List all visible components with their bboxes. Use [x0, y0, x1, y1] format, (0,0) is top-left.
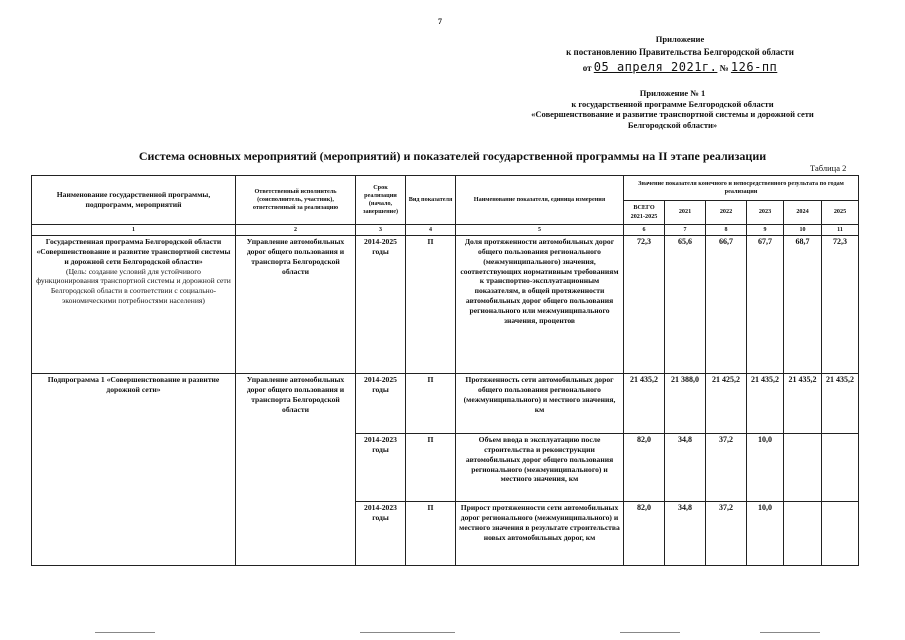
header-responsible: Ответственный исполнитель (соисполнитель, участник), ответственный за реализацию	[236, 176, 356, 225]
value-2023: 67,7	[747, 236, 784, 374]
value-2023: 10,0	[747, 434, 784, 502]
page-number: 7	[438, 17, 442, 26]
table-label: Таблица 2	[810, 163, 847, 173]
header-values-group: Значение показателя конечного и непосредственного результата по годам реализации	[624, 176, 859, 201]
value-2025	[822, 434, 859, 502]
value-total: 82,0	[624, 434, 665, 502]
appendix-program-region: Белгородской области»	[627, 119, 718, 130]
type-cell: П	[406, 502, 456, 566]
appendix-program-name: «Совершенствование и развитие транспортной системы и дорожной сети	[531, 109, 814, 120]
col-number: 7	[665, 225, 706, 236]
col-number: 4	[406, 225, 456, 236]
program-indicators-table	[31, 175, 859, 566]
indicator-cell: Объем ввода в эксплуатацию после строительства и реконструкции автомобильных дорог общего пользования регионального (межмуниципального) и местного значения, км	[456, 434, 624, 502]
value-2021: 65,6	[665, 236, 706, 374]
decree-date-line	[520, 60, 840, 75]
header-year-2023: 2023	[747, 201, 784, 225]
type-cell: П	[406, 236, 456, 374]
value-total: 72,3	[624, 236, 665, 374]
number-sign: №	[719, 62, 729, 73]
term-cell: 2014-2023 годы	[356, 502, 406, 566]
indicator-cell: Доля протяженности автомобильных дорог общего пользования регионального (межмуниципального) значения, соответствующих нормативным требованиям к транспортно-эксплуатационным показателям, в общей протяженности автомобильных дорог общего пользования регионального или межмуниципального значения, процентов	[456, 236, 624, 374]
value-2021: 34,8	[665, 502, 706, 566]
value-2022: 21 425,2	[706, 374, 747, 434]
header-year-2025: 2025	[822, 201, 859, 225]
document-title: Система основных мероприятий (мероприятий) и показателей государственной программы на II этапе реализации	[138, 149, 767, 163]
column-number-row	[32, 225, 859, 236]
value-2025	[822, 502, 859, 566]
program-name: Государственная программа Белгородской области «Совершенствование и развитие транспортной системы и дорожной сети Белгородской области»	[36, 237, 231, 266]
scan-edge-mark	[95, 632, 155, 633]
term-cell: 2014-2025 годы	[356, 236, 406, 374]
value-2024	[784, 502, 822, 566]
col-number: 9	[747, 225, 784, 236]
program-name-cell	[32, 236, 236, 374]
value-2024	[784, 434, 822, 502]
value-2023: 21 435,2	[747, 374, 784, 434]
header-term: Срок реализации (начало, завершение)	[356, 176, 406, 225]
col-number: 1	[32, 225, 236, 236]
indicator-cell: Протяженность сети автомобильных дорог общего пользования регионального (межмуниципального) и местного значения, км	[456, 374, 624, 434]
subprogram-name: Подпрограмма 1 «Совершенствование и развитие дорожной сети»	[32, 374, 236, 566]
header-name: Наименование государственной программы, подпрограмм, мероприятий	[32, 176, 236, 225]
col-number: 6	[624, 225, 665, 236]
value-2022: 37,2	[706, 434, 747, 502]
value-2024: 68,7	[784, 236, 822, 374]
scan-edge-mark	[760, 632, 820, 633]
indicator-cell: Прирост протяженности сети автомобильных дорог регионального (межмуниципального) и местного значения в результате строительства новых автомобильных дорог, км	[456, 502, 624, 566]
header-year-2024: 2024	[784, 201, 822, 225]
col-number: 11	[822, 225, 859, 236]
responsible-cell: Управление автомобильных дорог общего пользования и транспорта Белгородской области	[236, 374, 356, 566]
scan-edge-mark	[620, 632, 680, 633]
col-number: 8	[706, 225, 747, 236]
value-total: 21 435,2	[624, 374, 665, 434]
decree-reference: к постановлению Правительства Белгородской области	[566, 46, 794, 57]
term-cell: 2014-2023 годы	[356, 434, 406, 502]
value-total: 82,0	[624, 502, 665, 566]
decree-date: 05 апреля 2021г.	[593, 59, 718, 74]
value-2022: 66,7	[706, 236, 747, 374]
program-goal: (Цель: создание условий для устойчивого функционирования транспортной системы и дорожной сети Белгородской области в соответствии с социально-экономическими потребностями населения)	[36, 266, 231, 306]
value-2022: 37,2	[706, 502, 747, 566]
appendix-title: Приложение	[655, 34, 705, 44]
value-2025: 21 435,2	[822, 374, 859, 434]
responsible-cell: Управление автомобильных дорог общего пользования и транспорта Белгородской области	[236, 236, 356, 374]
value-2023: 10,0	[747, 502, 784, 566]
col-number: 2	[236, 225, 356, 236]
term-cell: 2014-2025 годы	[356, 374, 406, 434]
value-2025: 72,3	[822, 236, 859, 374]
value-2024: 21 435,2	[784, 374, 822, 434]
date-prefix: от	[582, 62, 592, 73]
type-cell: П	[406, 434, 456, 502]
col-number: 5	[456, 225, 624, 236]
appendix-number: Приложение № 1	[639, 88, 706, 98]
scan-edge-mark	[360, 632, 455, 633]
value-2021: 34,8	[665, 434, 706, 502]
col-number: 10	[784, 225, 822, 236]
value-2021: 21 388,0	[665, 374, 706, 434]
type-cell: П	[406, 374, 456, 434]
header-year-total: ВСЕГО 2021-2025	[624, 201, 665, 225]
header-indicator-type: Вид показателя	[406, 176, 456, 225]
appendix-program-header	[500, 88, 845, 131]
header-indicator-name: Наименование показателя, единица измерения	[456, 176, 624, 225]
table-row	[32, 236, 859, 374]
header-year-2022: 2022	[706, 201, 747, 225]
decree-number: 126-пп	[730, 59, 778, 74]
table-row	[32, 374, 859, 434]
appendix-program-ref: к государственной программе Белгородской области	[571, 98, 774, 109]
col-number: 3	[356, 225, 406, 236]
appendix-decree-header	[520, 34, 840, 75]
header-year-2021: 2021	[665, 201, 706, 225]
